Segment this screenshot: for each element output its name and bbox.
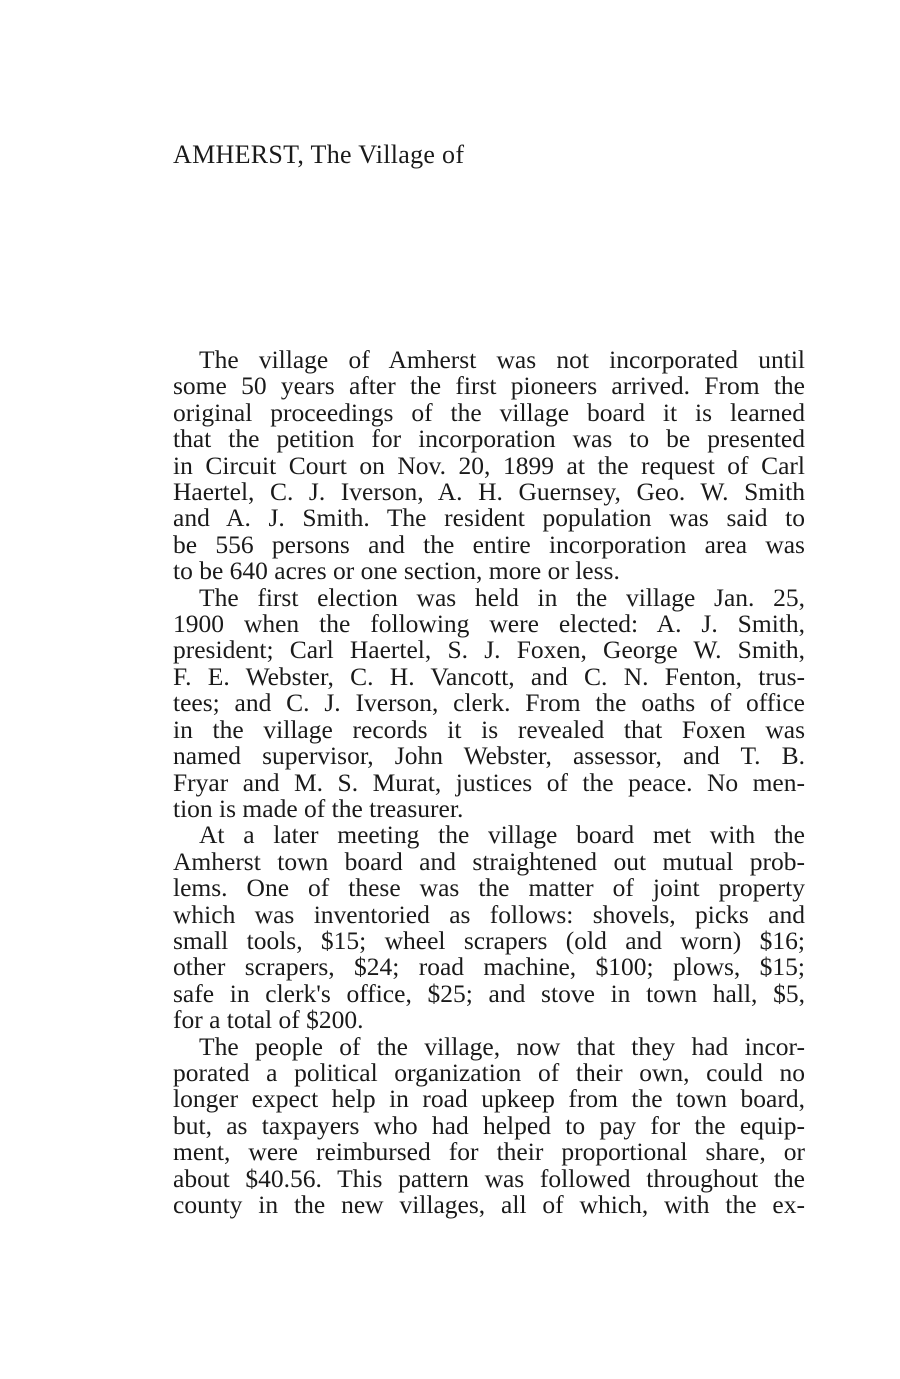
text-line: 1900 when the following were elected: A. J. Smith, bbox=[173, 609, 805, 639]
text-line: The first election was held in the village Jan. 25, bbox=[199, 582, 805, 612]
text-line: be 556 persons and the entire incorporation area was bbox=[173, 529, 805, 559]
text-line: tion is made of the treasurer. bbox=[173, 793, 464, 823]
text-line: in Circuit Court on Nov. 20, 1899 at the request of Carl bbox=[173, 450, 805, 480]
text-line: Amherst town board and straightened out mutual prob- bbox=[173, 846, 805, 876]
text-line: small tools, $15; wheel scrapers (old and worn) $16; bbox=[173, 925, 805, 955]
text-line: other scrapers, $24; road machine, $100; plows, $15; bbox=[173, 952, 805, 982]
text-line: which was inventoried as follows: shovels, picks and bbox=[173, 899, 805, 929]
paragraph-2 bbox=[173, 582, 805, 823]
text-line: lems. One of these was the matter of joint property bbox=[173, 873, 805, 903]
text-line: ment, were reimbursed for their proportional share, or bbox=[173, 1137, 805, 1167]
text-line: but, as taxpayers who had helped to pay for the equip- bbox=[173, 1110, 805, 1140]
text-line: named supervisor, John Webster, assessor, and T. B. bbox=[173, 741, 805, 771]
text-line: president; Carl Haertel, S. J. Foxen, George W. Smith, bbox=[173, 635, 805, 665]
paragraph-4 bbox=[173, 1031, 805, 1219]
paragraph-3 bbox=[173, 822, 805, 1033]
text-line: At a later meeting the village board met with the bbox=[199, 820, 805, 850]
text-line: Haertel, C. J. Iverson, A. H. Guernsey, Geo. W. Smith bbox=[173, 477, 805, 507]
text-line: about $40.56. This pattern was followed throughout the bbox=[173, 1163, 805, 1193]
text-line: county in the new villages, all of which, with the ex- bbox=[173, 1190, 805, 1219]
paragraph-1 bbox=[173, 347, 805, 585]
text-line: to be 640 acres or one section, more or less. bbox=[173, 556, 620, 586]
text-line: that the petition for incorporation was to be presented bbox=[173, 424, 805, 454]
body-text bbox=[173, 347, 805, 1218]
text-line: tees; and C. J. Iverson, clerk. From the oaths of office bbox=[173, 688, 805, 718]
text-line: some 50 years after the first pioneers arrived. From the bbox=[173, 371, 805, 401]
page-heading: AMHERST, The Village of bbox=[173, 140, 465, 169]
text-line: longer expect help in road upkeep from the town board, bbox=[173, 1084, 805, 1114]
text-line: for a total of $200. bbox=[173, 1005, 364, 1035]
text-line: safe in clerk's office, $25; and stove in town hall, $5, bbox=[173, 978, 805, 1008]
text-line: The people of the village, now that they had incor- bbox=[199, 1031, 805, 1061]
text-line: Fryar and M. S. Murat, justices of the peace. No men- bbox=[173, 767, 805, 797]
text-line: in the village records it is revealed that Foxen was bbox=[173, 714, 805, 744]
text-line: The village of Amherst was not incorporated until bbox=[199, 345, 805, 374]
text-line: porated a political organization of their own, could no bbox=[173, 1057, 805, 1087]
text-line: original proceedings of the village board it is learned bbox=[173, 397, 805, 427]
text-line: F. E. Webster, C. H. Vancott, and C. N. Fenton, trus- bbox=[173, 661, 805, 691]
text-line: and A. J. Smith. The resident population was said to bbox=[173, 503, 805, 533]
